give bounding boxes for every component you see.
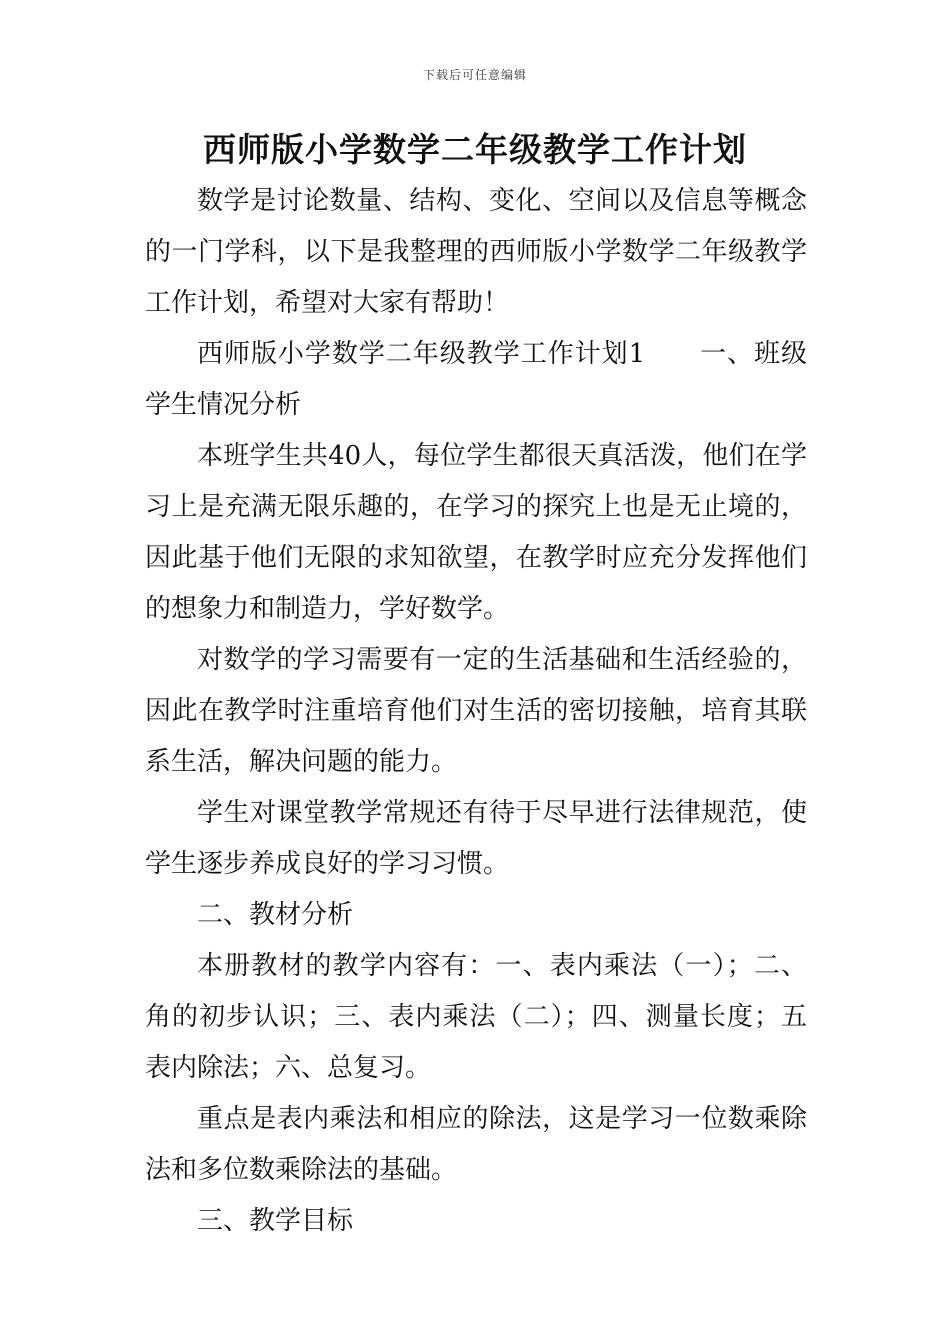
document-body <box>145 176 807 1247</box>
section-heading-teaching-goals: 三、教学目标 <box>197 1206 354 1236</box>
document-title: 西师版小学数学二年级教学工作计划 <box>203 130 747 169</box>
life-experience-paragraph: 对数学的学习需要有一定的生活基础和生活经验的，因此在教学时注重培育他们对生活的密切接触，培育其联系生活，解决问题的能力。 <box>145 645 807 777</box>
header-note: 下载后可任意编辑 <box>422 68 527 82</box>
textbook-content-paragraph: 本册教材的教学内容有：一、表内乘法（一）；二、角的初步认识；三、表内乘法（二）；四、测量长度；五表内除法；六、总复习。 <box>145 951 807 1083</box>
section-heading-textbook-analysis: 二、教材分析 <box>197 900 354 930</box>
class-situation-paragraph: 本班学生共40人，每位学生都很天真活泼，他们在学习上是充满无限乐趣的，在学习的探究上也是无止境的，因此基于他们无限的求知欲望，在教学时应充分发挥他们的想象力和制造力，学好数学。 <box>145 441 807 624</box>
plan-heading-paragraph: 西师版小学数学二年级教学工作计划1 一、班级学生情况分析 <box>145 339 807 420</box>
classroom-norms-paragraph: 学生对课堂教学常规还有待于尽早进行法律规范，使学生逐步养成良好的学习习惯。 <box>145 798 807 879</box>
intro-paragraph: 数学是讨论数量、结构、变化、空间以及信息等概念的一门学科，以下是我整理的西师版小学数学二年级教学工作计划，希望对大家有帮助！ <box>145 186 807 318</box>
key-points-paragraph: 重点是表内乘法和相应的除法，这是学习一位数乘除法和多位数乘除法的基础。 <box>145 1104 807 1185</box>
